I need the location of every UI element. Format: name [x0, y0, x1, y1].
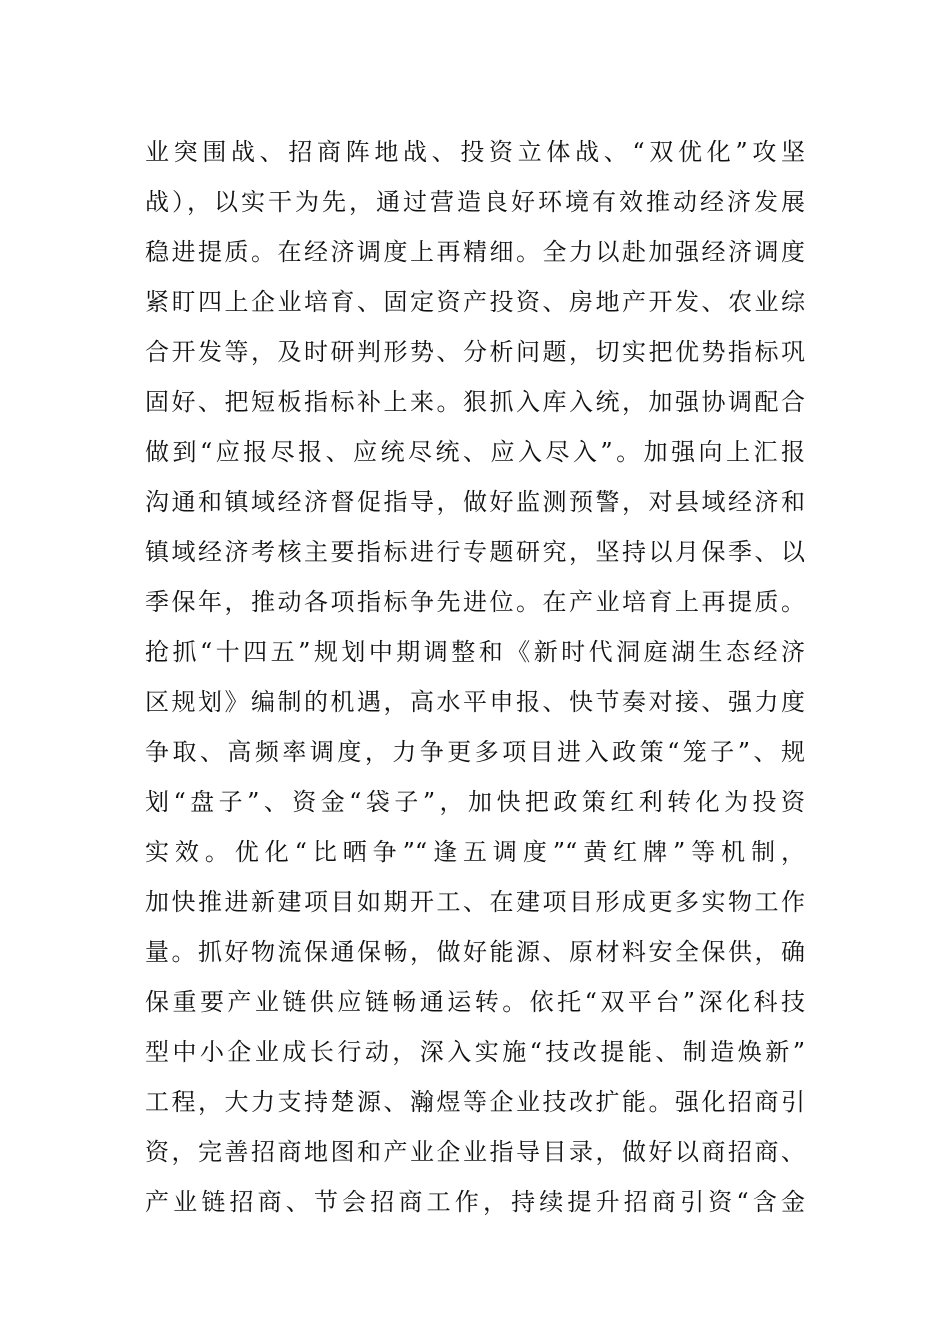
text-line: 稳进提质。在经济调度上再精细。全力以赴加强经济调度: [145, 238, 805, 266]
text-line: 产业链招商、节会招商工作，持续提升招商引资“含金: [145, 1188, 805, 1216]
text-line: 实效。优化“比晒争”“逢五调度”“黄红牌”等机制，: [145, 838, 805, 866]
text-line: 抢抓“十四五”规划中期调整和《新时代洞庭湖生态经济: [145, 638, 805, 666]
text-line: 季保年，推动各项指标争先进位。在产业培育上再提质。: [145, 588, 805, 616]
text-line: 合开发等，及时研判形势、分析问题，切实把优势指标巩: [145, 338, 805, 366]
body-paragraph: [145, 127, 805, 1227]
text-line: 沟通和镇域经济督促指导，做好监测预警，对县域经济和: [145, 488, 805, 516]
text-line: 战），以实干为先，通过营造良好环境有效推动经济发展: [145, 188, 805, 216]
text-line: 争取、高频率调度，力争更多项目进入政策“笼子”、规: [145, 738, 805, 766]
text-line: 保重要产业链供应链畅通运转。依托“双平台”深化科技: [145, 988, 805, 1016]
text-line: 量。抓好物流保通保畅，做好能源、原材料安全保供，确: [145, 938, 805, 966]
text-line: 型中小企业成长行动，深入实施“技改提能、制造焕新”: [145, 1038, 805, 1066]
text-line: 划“盘子”、资金“袋子”，加快把政策红利转化为投资: [145, 788, 805, 816]
text-line: 镇域经济考核主要指标进行专题研究，坚持以月保季、以: [145, 538, 805, 566]
text-line: 做到“应报尽报、应统尽统、应入尽入”。加强向上汇报: [145, 438, 805, 466]
text-line: 工程，大力支持楚源、瀚煜等企业技改扩能。强化招商引: [145, 1088, 805, 1116]
text-line: 区规划》编制的机遇，高水平申报、快节奏对接、强力度: [145, 688, 805, 716]
text-line: 固好、把短板指标补上来。狠抓入库入统，加强协调配合: [145, 388, 805, 416]
text-line: 加快推进新建项目如期开工、在建项目形成更多实物工作: [145, 888, 805, 916]
text-line: 业突围战、招商阵地战、投资立体战、“双优化”攻坚: [145, 138, 805, 166]
text-line: 资，完善招商地图和产业企业指导目录，做好以商招商、: [145, 1138, 805, 1166]
text-line: 紧盯四上企业培育、固定资产投资、房地产开发、农业综: [145, 288, 805, 316]
